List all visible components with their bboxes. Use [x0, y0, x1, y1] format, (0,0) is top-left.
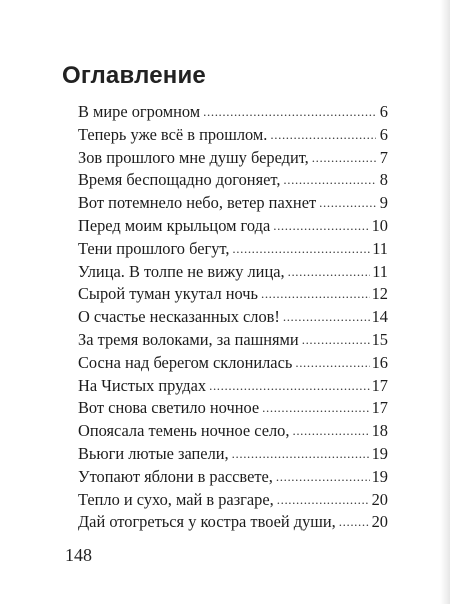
toc-entry [78, 147, 388, 170]
toc-leader-dots [203, 101, 376, 124]
page-number: 148 [65, 545, 92, 565]
toc-entry-title: Улица. В толпе не вижу лица, [78, 261, 285, 281]
toc-entry-title: Сырой туман укутал ночь [78, 284, 258, 304]
toc-entry [78, 489, 388, 512]
toc-entry-page: 19 [371, 443, 388, 463]
toc-leader-dots [283, 169, 376, 192]
toc-entry [78, 215, 388, 238]
toc-leader-dots [312, 147, 376, 170]
toc-entry-title: Перед моим крыльцом года [78, 215, 271, 235]
toc-entry [78, 283, 388, 306]
toc-entry-page: 11 [372, 238, 388, 258]
toc-entry-page: 11 [372, 261, 388, 281]
toc-entry-title: В мире огромном [78, 102, 201, 121]
toc-entry-page: 7 [379, 147, 388, 167]
toc-leader-dots [292, 420, 369, 443]
toc-entry-title: Время беспощадно догоняет, [78, 170, 281, 190]
toc-entry [78, 329, 388, 352]
toc-heading: Оглавление [62, 62, 206, 89]
toc-entry-page: 15 [371, 329, 388, 349]
toc-entry-page: 12 [371, 284, 388, 304]
toc-entry-page: 14 [371, 307, 388, 327]
toc-leader-dots [295, 352, 369, 375]
toc-entry-title: О счастье несказанных слов! [78, 307, 280, 327]
toc-leader-dots [232, 443, 370, 466]
toc-entry-title: Дай отогреться у костра твоей души, [78, 512, 336, 532]
toc-entry [78, 261, 388, 284]
toc-entry [78, 466, 388, 489]
toc-entry-title: За тремя волоками, за пашнями [78, 329, 299, 349]
toc-leader-dots [277, 489, 370, 512]
toc-entry-page: 6 [379, 102, 388, 121]
toc-leader-dots [276, 466, 370, 489]
toc-entry-title: Утопают яблони в рассвете, [78, 466, 273, 486]
toc-entry-page: 9 [379, 193, 388, 213]
toc-entry-title: Вот потемнело небо, ветер пахнет [78, 193, 317, 213]
toc-entry-title: Вот снова светило ночное [78, 398, 260, 418]
toc-leader-dots [261, 283, 370, 306]
toc-entry [78, 511, 388, 534]
table-of-contents [78, 101, 388, 534]
toc-entry-page: 6 [379, 124, 388, 144]
toc-entry-page: 20 [371, 512, 388, 532]
toc-entry [78, 420, 388, 443]
toc-entry-page: 18 [371, 421, 388, 441]
toc-entry-title: Тепло и сухо, май в разгаре, [78, 489, 274, 509]
toc-leader-dots [288, 261, 371, 284]
toc-leader-dots [319, 192, 376, 215]
toc-entry [78, 169, 388, 192]
toc-entry [78, 375, 388, 398]
toc-entry-page: 19 [371, 466, 388, 486]
toc-entry-title: Теперь уже всё в прошлом. [78, 124, 268, 144]
toc-leader-dots [283, 306, 370, 329]
toc-leader-dots [339, 511, 370, 534]
toc-entry [78, 443, 388, 466]
toc-entry [78, 306, 388, 329]
toc-entry [78, 101, 388, 124]
toc-leader-dots [273, 215, 369, 238]
toc-entry [78, 238, 388, 261]
toc-entry-title: Тени прошлого бегут, [78, 238, 230, 258]
toc-entry-page: 17 [371, 375, 388, 395]
toc-entry-title: Вьюги лютые запели, [78, 443, 229, 463]
toc-entry-title: На Чистых прудах [78, 375, 207, 395]
toc-entry-page: 10 [371, 215, 388, 235]
toc-entry [78, 397, 388, 420]
toc-leader-dots [270, 124, 376, 147]
toc-entry [78, 352, 388, 375]
toc-entry-title: Опоясала темень ночное село, [78, 421, 290, 441]
toc-entry [78, 124, 388, 147]
toc-entry-page: 17 [371, 398, 388, 418]
toc-entry-page: 20 [371, 489, 388, 509]
toc-leader-dots [232, 238, 370, 261]
toc-entry [78, 192, 388, 215]
toc-leader-dots [262, 397, 369, 420]
toc-entry-page: 16 [371, 352, 388, 372]
toc-leader-dots [302, 329, 370, 352]
toc-entry-title: Сосна над берегом склонилась [78, 352, 293, 372]
toc-entry-page: 8 [379, 170, 388, 190]
toc-entry-title: Зов прошлого мне душу бередит, [78, 147, 309, 167]
toc-leader-dots [209, 375, 370, 398]
page-edge-shadow [440, 0, 450, 604]
